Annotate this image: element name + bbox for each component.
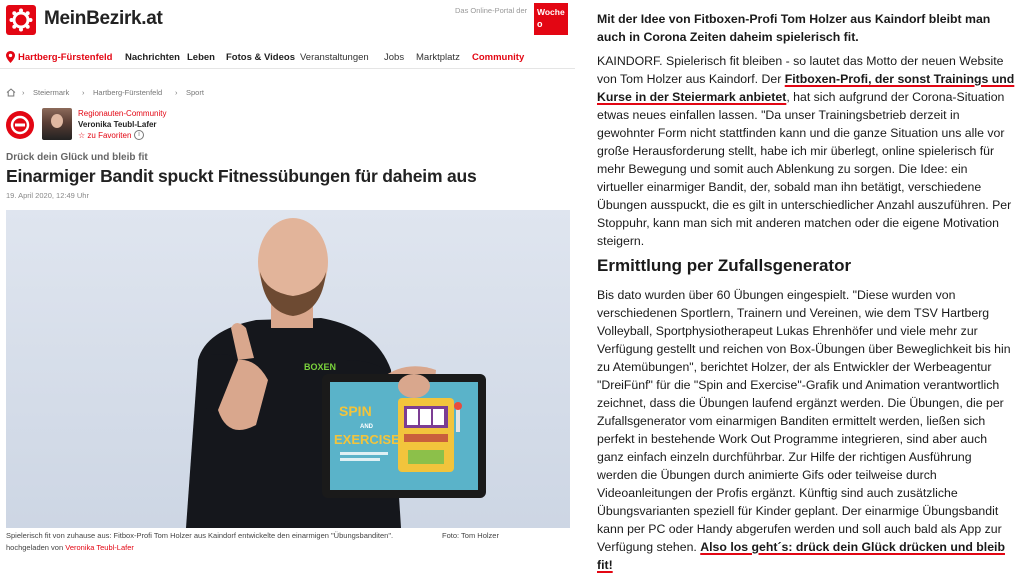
paragraph-1-end: , hat sich aufgrund der Corona-Situation etwas neues einfallen lassen. "Da unser Trainingsbetrieb derzeit in gewohnter Form nicht stattfinden kann und die ganze Situation uns alle vor große Herausforderung stellt, habe ich mir überlegt, online spielerisch für mehr Bewegung und somit auch Ablenkung zu sorgen. Die Idee: ein virtueller einarmiger Bandit, der, sobald man ihn betätigt, verschiedene Übungen ausspuckt, die es gilt in unterschiedlicher Anzahl auszuführen. Per Stoppuhr, kann man sich mit anderen matchen oder die eigene Motivation steigern. bbox=[597, 90, 1012, 248]
article-text-panel bbox=[597, 0, 1017, 572]
section-heading: Ermittlung per Zufallsgenerator bbox=[597, 256, 852, 275]
star-icon: ☆ bbox=[78, 131, 86, 140]
favorite-label: zu Favoriten bbox=[87, 131, 132, 140]
article-photo[interactable] bbox=[6, 210, 570, 528]
nav-item-leben[interactable]: Leben bbox=[187, 52, 215, 63]
community-badge-icon bbox=[6, 111, 34, 139]
chevron-right-icon: › bbox=[82, 88, 85, 97]
favorite-button[interactable] bbox=[78, 131, 131, 140]
photo-credit: Foto: Tom Holzer bbox=[442, 531, 499, 540]
nav-item-fotos-videos[interactable]: Fotos & Videos bbox=[226, 52, 295, 63]
uploader-link[interactable]: Veronika Teubl-Lafer bbox=[65, 543, 134, 552]
paragraph-1-start: KAINDORF. Spielerisch fit bleiben - so lautet das Motto der neuen Website von Tom Holzer aus Kaindorf. Der bbox=[597, 54, 1004, 86]
nav-item-marktplatz[interactable]: Marktplatz bbox=[416, 52, 460, 63]
info-icon[interactable]: i bbox=[134, 130, 144, 140]
caption-text: Spielerisch fit von zuhause aus: Fitbox-Profi Tom Holzer aus Kaindorf entwickelte den einarmigen "Übungsbanditen". bbox=[6, 531, 394, 540]
tablet-exercise: EXERCISE bbox=[334, 432, 400, 447]
uploaded-by-label: hochgeladen von bbox=[6, 543, 64, 552]
location-pin-icon bbox=[6, 51, 15, 63]
breadcrumb-item-sport[interactable]: Sport bbox=[186, 88, 204, 97]
article-lead: Mit der Idee von Fitboxen-Profi Tom Holzer aus Kaindorf bleibt man auch in Corona Zeiten daheim spielerisch fit. bbox=[597, 12, 991, 44]
tablet-spin: SPIN bbox=[339, 403, 372, 419]
nav-item-veranstaltungen[interactable]: Veranstaltungen bbox=[300, 52, 369, 63]
author-block bbox=[6, 108, 306, 142]
fitboxen-link[interactable]: Fitboxen-Profi, der sonst Trainings und Kurse in der Steiermark anbietet bbox=[597, 72, 1015, 104]
shirt-logo: BOXEN bbox=[304, 362, 337, 372]
woche-label: Woche bbox=[537, 7, 565, 17]
avatar[interactable] bbox=[42, 108, 72, 140]
nav-item-community[interactable]: Community bbox=[472, 52, 525, 63]
chevron-right-icon: › bbox=[175, 88, 178, 97]
nav-item-nachrichten[interactable]: Nachrichten bbox=[125, 52, 180, 63]
breadcrumb-item-steiermark[interactable]: Steiermark bbox=[33, 88, 70, 97]
breadcrumb-item-region[interactable]: Hartberg-Fürstenfeld bbox=[93, 88, 163, 97]
nav-item-jobs[interactable]: Jobs bbox=[384, 52, 405, 63]
article-date: 19. April 2020, 12:49 Uhr bbox=[6, 191, 89, 200]
woche-logo[interactable] bbox=[534, 3, 568, 35]
home-icon[interactable] bbox=[6, 88, 16, 97]
site-logo-text[interactable]: MeinBezirk.at bbox=[44, 8, 163, 29]
article-photo-illustration bbox=[6, 210, 570, 528]
closing-link[interactable]: Also los geht´s: drück dein Glück drücken und bleib fit! bbox=[597, 540, 1005, 572]
article-kicker: Drück dein Glück und bleib fit bbox=[6, 152, 148, 163]
main-nav bbox=[0, 47, 575, 69]
portal-label: Das Online-Portal der bbox=[455, 6, 528, 15]
article-paragraph-1 bbox=[597, 52, 1015, 250]
meinbezirk-logo-icon[interactable] bbox=[6, 5, 36, 35]
article-title: Einarmiger Bandit spuckt Fitnessübungen für daheim aus bbox=[6, 166, 477, 186]
chevron-right-icon: › bbox=[22, 88, 25, 97]
woche-sub: o bbox=[537, 19, 543, 29]
paragraph-2-text: Bis dato wurden über 60 Übungen eingespielt. "Diese wurden von verschiedenen Sportlern, Trainern und Vereinen, wie dem TSV Hartberg Volleyball, Sportphysiotherapeut Lukas Ehrenhöfer und viele mehr zur Verfügung gestellt und reichen von Box-Übungen über Beweglichkeit bis hin zu Atemübungen", berichtet Holzer, der als Entwickler der Werbeagentur "DreiFünf" für die "Spin and Exercise"-Grafik und Animation verantwortlich zeichnet, dass die Übungen laufend ergänzt werden. Die Übungen, die per Zufallsgenerator vom einarmigen Banditen ermittelt werden, ließen sich perfekt in bestehende Work Out Programme integrieren, sind aber auch ganz einfach einzeln durchführbar. Zur Hilfe der richtigen Ausführung werden die Übungen durch animierte Gifs oder teilweise durch Videoanleitungen der Profis ergänzt. Künftig sind auch zusätzliche Übungsvarianten speziell für Kinder geplant. Der einarmige Übungsbandit kann per PC oder Handy abgerufen werden und soll auch bald als App zur Verfügung stehen. bbox=[597, 288, 1011, 554]
nav-region[interactable]: Hartberg-Fürstenfeld bbox=[18, 52, 113, 63]
author-name[interactable]: Veronika Teubl-Lafer bbox=[78, 120, 157, 129]
tablet-and: AND bbox=[360, 424, 373, 430]
author-community[interactable]: Regionauten-Community bbox=[78, 109, 167, 118]
site-header bbox=[0, 0, 575, 40]
caption-uploaded bbox=[6, 542, 134, 553]
article-paragraph-2 bbox=[597, 286, 1015, 574]
